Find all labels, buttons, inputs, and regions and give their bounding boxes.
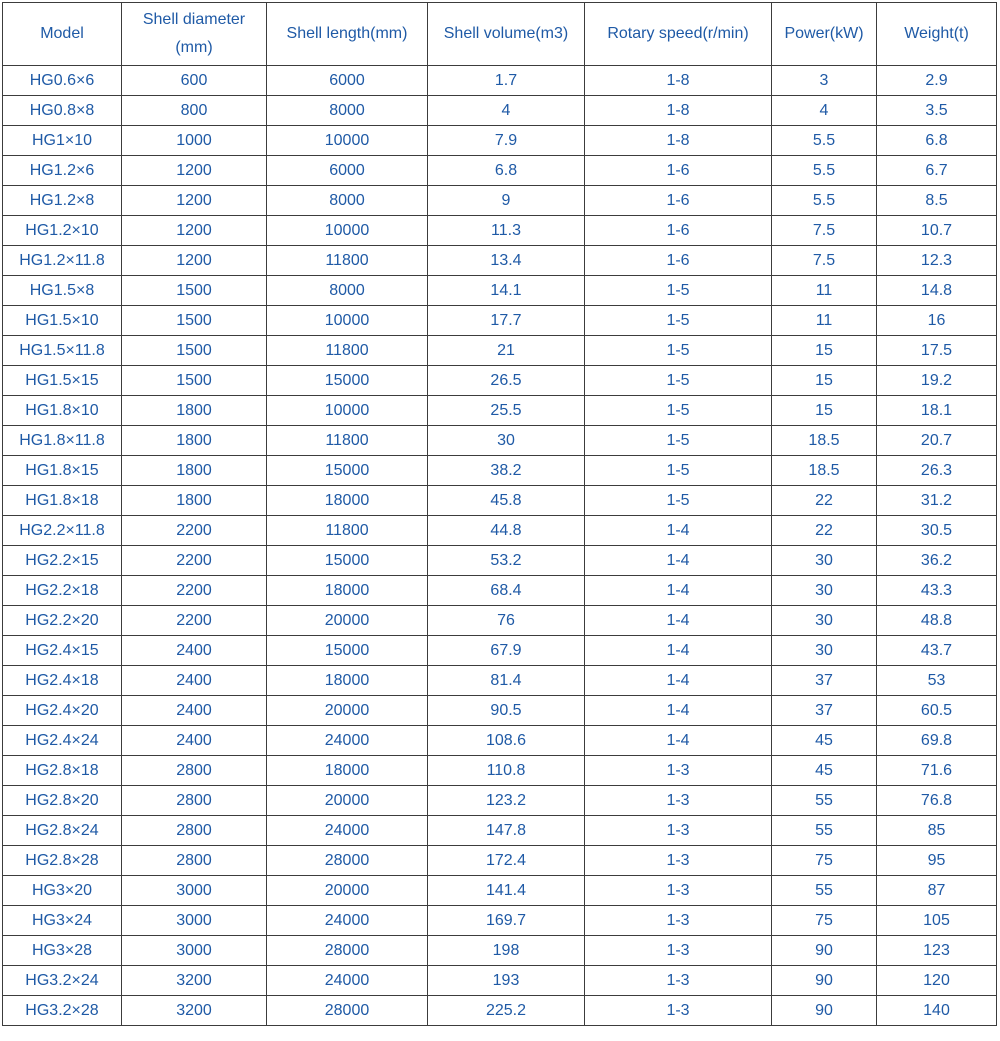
cell-power: 11	[772, 276, 877, 306]
table-row	[3, 426, 997, 456]
table-row	[3, 66, 997, 96]
table-row	[3, 546, 997, 576]
cell-model: HG2.2×11.8	[3, 516, 122, 546]
cell-shell-length: 24000	[267, 726, 428, 756]
cell-shell-volume: 6.8	[428, 156, 585, 186]
cell-shell-volume: 81.4	[428, 666, 585, 696]
header-shell-diameter: Shell diameter (mm)	[122, 3, 267, 66]
cell-rotary-speed: 1-3	[585, 936, 772, 966]
cell-shell-volume: 14.1	[428, 276, 585, 306]
cell-shell-diameter: 3000	[122, 906, 267, 936]
cell-weight: 2.9	[877, 66, 997, 96]
cell-weight: 123	[877, 936, 997, 966]
cell-shell-diameter: 3000	[122, 876, 267, 906]
cell-weight: 19.2	[877, 366, 997, 396]
cell-shell-volume: 108.6	[428, 726, 585, 756]
cell-power: 90	[772, 996, 877, 1026]
cell-power: 18.5	[772, 456, 877, 486]
cell-rotary-speed: 1-3	[585, 786, 772, 816]
cell-weight: 26.3	[877, 456, 997, 486]
cell-model: HG2.8×18	[3, 756, 122, 786]
cell-shell-volume: 45.8	[428, 486, 585, 516]
table-row	[3, 606, 997, 636]
cell-weight: 71.6	[877, 756, 997, 786]
cell-weight: 36.2	[877, 546, 997, 576]
cell-rotary-speed: 1-6	[585, 186, 772, 216]
cell-model: HG2.2×15	[3, 546, 122, 576]
cell-shell-length: 15000	[267, 636, 428, 666]
header-model: Model	[3, 3, 122, 66]
table-row	[3, 846, 997, 876]
cell-shell-volume: 225.2	[428, 996, 585, 1026]
cell-model: HG1.5×10	[3, 306, 122, 336]
cell-rotary-speed: 1-4	[585, 726, 772, 756]
cell-shell-volume: 13.4	[428, 246, 585, 276]
cell-rotary-speed: 1-5	[585, 426, 772, 456]
cell-weight: 6.7	[877, 156, 997, 186]
cell-rotary-speed: 1-4	[585, 576, 772, 606]
cell-model: HG0.8×8	[3, 96, 122, 126]
cell-shell-length: 18000	[267, 666, 428, 696]
cell-weight: 120	[877, 966, 997, 996]
cell-power: 90	[772, 966, 877, 996]
cell-shell-diameter: 2400	[122, 726, 267, 756]
cell-shell-volume: 110.8	[428, 756, 585, 786]
table-row	[3, 876, 997, 906]
cell-shell-diameter: 1500	[122, 366, 267, 396]
cell-shell-diameter: 600	[122, 66, 267, 96]
cell-shell-length: 15000	[267, 366, 428, 396]
cell-power: 37	[772, 666, 877, 696]
cell-shell-diameter: 2400	[122, 636, 267, 666]
cell-power: 55	[772, 816, 877, 846]
cell-shell-length: 6000	[267, 156, 428, 186]
cell-shell-length: 8000	[267, 186, 428, 216]
cell-shell-length: 15000	[267, 546, 428, 576]
cell-power: 75	[772, 906, 877, 936]
cell-shell-volume: 68.4	[428, 576, 585, 606]
cell-power: 55	[772, 786, 877, 816]
cell-model: HG1.8×11.8	[3, 426, 122, 456]
cell-shell-length: 10000	[267, 216, 428, 246]
cell-rotary-speed: 1-4	[585, 636, 772, 666]
cell-rotary-speed: 1-3	[585, 876, 772, 906]
cell-shell-diameter: 2200	[122, 546, 267, 576]
cell-shell-volume: 90.5	[428, 696, 585, 726]
cell-shell-length: 24000	[267, 966, 428, 996]
cell-power: 18.5	[772, 426, 877, 456]
cell-weight: 53	[877, 666, 997, 696]
cell-power: 5.5	[772, 186, 877, 216]
cell-shell-length: 11800	[267, 426, 428, 456]
cell-weight: 31.2	[877, 486, 997, 516]
table-body	[3, 66, 997, 1026]
cell-shell-diameter: 2800	[122, 816, 267, 846]
cell-shell-length: 11800	[267, 246, 428, 276]
cell-model: HG3×20	[3, 876, 122, 906]
cell-weight: 10.7	[877, 216, 997, 246]
table-row	[3, 696, 997, 726]
cell-shell-diameter: 1200	[122, 216, 267, 246]
cell-rotary-speed: 1-5	[585, 336, 772, 366]
header-shell-length: Shell length(mm)	[267, 3, 428, 66]
cell-power: 30	[772, 546, 877, 576]
cell-weight: 14.8	[877, 276, 997, 306]
cell-model: HG2.2×18	[3, 576, 122, 606]
table-row	[3, 486, 997, 516]
cell-rotary-speed: 1-5	[585, 486, 772, 516]
cell-weight: 140	[877, 996, 997, 1026]
cell-model: HG1.8×10	[3, 396, 122, 426]
cell-shell-length: 20000	[267, 876, 428, 906]
table-row	[3, 156, 997, 186]
cell-shell-volume: 25.5	[428, 396, 585, 426]
table-row	[3, 336, 997, 366]
cell-shell-length: 20000	[267, 606, 428, 636]
cell-shell-diameter: 1800	[122, 456, 267, 486]
cell-shell-diameter: 800	[122, 96, 267, 126]
cell-power: 22	[772, 486, 877, 516]
cell-model: HG2.8×20	[3, 786, 122, 816]
cell-shell-length: 11800	[267, 516, 428, 546]
cell-shell-length: 10000	[267, 306, 428, 336]
cell-power: 4	[772, 96, 877, 126]
cell-model: HG0.6×6	[3, 66, 122, 96]
cell-rotary-speed: 1-3	[585, 756, 772, 786]
cell-model: HG2.4×15	[3, 636, 122, 666]
cell-shell-volume: 1.7	[428, 66, 585, 96]
cell-shell-length: 11800	[267, 336, 428, 366]
cell-shell-volume: 141.4	[428, 876, 585, 906]
cell-shell-length: 10000	[267, 126, 428, 156]
cell-rotary-speed: 1-6	[585, 246, 772, 276]
cell-shell-diameter: 2800	[122, 846, 267, 876]
cell-power: 11	[772, 306, 877, 336]
cell-rotary-speed: 1-8	[585, 66, 772, 96]
cell-power: 30	[772, 606, 877, 636]
cell-shell-diameter: 2400	[122, 666, 267, 696]
cell-shell-length: 18000	[267, 486, 428, 516]
cell-shell-diameter: 2800	[122, 786, 267, 816]
cell-weight: 85	[877, 816, 997, 846]
table-row	[3, 576, 997, 606]
cell-shell-volume: 147.8	[428, 816, 585, 846]
cell-model: HG1.2×6	[3, 156, 122, 186]
cell-power: 5.5	[772, 156, 877, 186]
cell-shell-length: 24000	[267, 816, 428, 846]
table-row	[3, 906, 997, 936]
cell-shell-volume: 123.2	[428, 786, 585, 816]
table-row	[3, 636, 997, 666]
cell-shell-volume: 172.4	[428, 846, 585, 876]
cell-power: 7.5	[772, 246, 877, 276]
cell-weight: 3.5	[877, 96, 997, 126]
cell-shell-diameter: 1200	[122, 186, 267, 216]
cell-weight: 76.8	[877, 786, 997, 816]
header-shell-volume: Shell volume(m3)	[428, 3, 585, 66]
cell-shell-diameter: 1500	[122, 276, 267, 306]
cell-rotary-speed: 1-3	[585, 846, 772, 876]
cell-shell-length: 15000	[267, 456, 428, 486]
cell-rotary-speed: 1-6	[585, 216, 772, 246]
cell-shell-volume: 193	[428, 966, 585, 996]
table-row	[3, 786, 997, 816]
table-header	[3, 3, 997, 66]
table-row	[3, 96, 997, 126]
cell-weight: 60.5	[877, 696, 997, 726]
cell-shell-diameter: 1200	[122, 246, 267, 276]
cell-model: HG2.4×20	[3, 696, 122, 726]
cell-weight: 43.3	[877, 576, 997, 606]
table-row	[3, 246, 997, 276]
header-weight: Weight(t)	[877, 3, 997, 66]
cell-rotary-speed: 1-6	[585, 156, 772, 186]
cell-power: 30	[772, 636, 877, 666]
cell-shell-volume: 198	[428, 936, 585, 966]
cell-weight: 48.8	[877, 606, 997, 636]
cell-shell-volume: 11.3	[428, 216, 585, 246]
table-row	[3, 816, 997, 846]
cell-rotary-speed: 1-4	[585, 606, 772, 636]
cell-rotary-speed: 1-5	[585, 396, 772, 426]
cell-shell-length: 8000	[267, 276, 428, 306]
table-row	[3, 966, 997, 996]
cell-power: 37	[772, 696, 877, 726]
cell-shell-diameter: 2200	[122, 516, 267, 546]
cell-rotary-speed: 1-4	[585, 666, 772, 696]
cell-model: HG1.5×8	[3, 276, 122, 306]
cell-rotary-speed: 1-3	[585, 906, 772, 936]
header-rotary-speed: Rotary speed(r/min)	[585, 3, 772, 66]
cell-shell-volume: 30	[428, 426, 585, 456]
cell-power: 22	[772, 516, 877, 546]
cell-power: 45	[772, 726, 877, 756]
cell-rotary-speed: 1-5	[585, 456, 772, 486]
cell-model: HG2.4×18	[3, 666, 122, 696]
cell-shell-volume: 169.7	[428, 906, 585, 936]
cell-shell-volume: 17.7	[428, 306, 585, 336]
cell-weight: 43.7	[877, 636, 997, 666]
cell-power: 45	[772, 756, 877, 786]
cell-power: 75	[772, 846, 877, 876]
cell-shell-volume: 4	[428, 96, 585, 126]
cell-shell-diameter: 2800	[122, 756, 267, 786]
table-row	[3, 366, 997, 396]
table-row	[3, 126, 997, 156]
cell-model: HG2.2×20	[3, 606, 122, 636]
cell-power: 7.5	[772, 216, 877, 246]
table-row	[3, 756, 997, 786]
cell-weight: 6.8	[877, 126, 997, 156]
cell-power: 15	[772, 336, 877, 366]
cell-rotary-speed: 1-8	[585, 96, 772, 126]
cell-model: HG1.5×15	[3, 366, 122, 396]
cell-shell-diameter: 1800	[122, 486, 267, 516]
cell-model: HG3×28	[3, 936, 122, 966]
cell-power: 55	[772, 876, 877, 906]
cell-shell-length: 6000	[267, 66, 428, 96]
cell-model: HG1.8×15	[3, 456, 122, 486]
cell-shell-diameter: 3000	[122, 936, 267, 966]
cell-shell-diameter: 1500	[122, 336, 267, 366]
cell-weight: 87	[877, 876, 997, 906]
spec-table	[2, 2, 997, 1026]
cell-weight: 95	[877, 846, 997, 876]
cell-weight: 69.8	[877, 726, 997, 756]
cell-power: 3	[772, 66, 877, 96]
cell-shell-volume: 53.2	[428, 546, 585, 576]
cell-rotary-speed: 1-3	[585, 816, 772, 846]
cell-shell-volume: 76	[428, 606, 585, 636]
table-row	[3, 186, 997, 216]
cell-weight: 30.5	[877, 516, 997, 546]
cell-shell-diameter: 2400	[122, 696, 267, 726]
cell-weight: 105	[877, 906, 997, 936]
cell-model: HG1×10	[3, 126, 122, 156]
cell-shell-volume: 44.8	[428, 516, 585, 546]
table-row	[3, 216, 997, 246]
cell-rotary-speed: 1-4	[585, 696, 772, 726]
cell-shell-length: 18000	[267, 576, 428, 606]
cell-weight: 17.5	[877, 336, 997, 366]
cell-model: HG1.5×11.8	[3, 336, 122, 366]
cell-shell-length: 8000	[267, 96, 428, 126]
cell-shell-volume: 67.9	[428, 636, 585, 666]
cell-rotary-speed: 1-3	[585, 996, 772, 1026]
cell-model: HG1.2×11.8	[3, 246, 122, 276]
cell-shell-diameter: 1200	[122, 156, 267, 186]
cell-shell-diameter: 1800	[122, 396, 267, 426]
cell-model: HG1.8×18	[3, 486, 122, 516]
cell-shell-diameter: 1000	[122, 126, 267, 156]
cell-model: HG1.2×8	[3, 186, 122, 216]
cell-shell-length: 10000	[267, 396, 428, 426]
cell-shell-length: 20000	[267, 696, 428, 726]
cell-weight: 8.5	[877, 186, 997, 216]
cell-rotary-speed: 1-5	[585, 306, 772, 336]
cell-shell-diameter: 3200	[122, 996, 267, 1026]
cell-shell-volume: 9	[428, 186, 585, 216]
cell-power: 90	[772, 936, 877, 966]
cell-rotary-speed: 1-3	[585, 966, 772, 996]
table-row	[3, 306, 997, 336]
cell-model: HG2.8×28	[3, 846, 122, 876]
cell-shell-diameter: 1800	[122, 426, 267, 456]
cell-shell-diameter: 2200	[122, 606, 267, 636]
table-row	[3, 456, 997, 486]
cell-power: 5.5	[772, 126, 877, 156]
table-row	[3, 276, 997, 306]
header-power: Power(kW)	[772, 3, 877, 66]
cell-power: 15	[772, 396, 877, 426]
cell-weight: 18.1	[877, 396, 997, 426]
cell-model: HG2.8×24	[3, 816, 122, 846]
cell-shell-length: 20000	[267, 786, 428, 816]
table-row	[3, 726, 997, 756]
cell-model: HG3.2×28	[3, 996, 122, 1026]
cell-model: HG1.2×10	[3, 216, 122, 246]
cell-shell-length: 28000	[267, 936, 428, 966]
cell-power: 15	[772, 366, 877, 396]
table-row	[3, 396, 997, 426]
cell-shell-length: 28000	[267, 846, 428, 876]
table-row	[3, 516, 997, 546]
cell-model: HG2.4×24	[3, 726, 122, 756]
cell-weight: 16	[877, 306, 997, 336]
cell-shell-volume: 26.5	[428, 366, 585, 396]
cell-rotary-speed: 1-4	[585, 546, 772, 576]
cell-shell-volume: 21	[428, 336, 585, 366]
cell-weight: 20.7	[877, 426, 997, 456]
cell-shell-diameter: 1500	[122, 306, 267, 336]
cell-model: HG3.2×24	[3, 966, 122, 996]
cell-weight: 12.3	[877, 246, 997, 276]
header-row	[3, 3, 997, 66]
table-row	[3, 936, 997, 966]
cell-model: HG3×24	[3, 906, 122, 936]
table-row	[3, 996, 997, 1026]
table-row	[3, 666, 997, 696]
cell-shell-length: 18000	[267, 756, 428, 786]
cell-rotary-speed: 1-4	[585, 516, 772, 546]
cell-rotary-speed: 1-5	[585, 366, 772, 396]
cell-shell-volume: 38.2	[428, 456, 585, 486]
cell-shell-volume: 7.9	[428, 126, 585, 156]
cell-power: 30	[772, 576, 877, 606]
cell-shell-length: 28000	[267, 996, 428, 1026]
cell-shell-diameter: 2200	[122, 576, 267, 606]
cell-rotary-speed: 1-5	[585, 276, 772, 306]
cell-rotary-speed: 1-8	[585, 126, 772, 156]
cell-shell-diameter: 3200	[122, 966, 267, 996]
cell-shell-length: 24000	[267, 906, 428, 936]
